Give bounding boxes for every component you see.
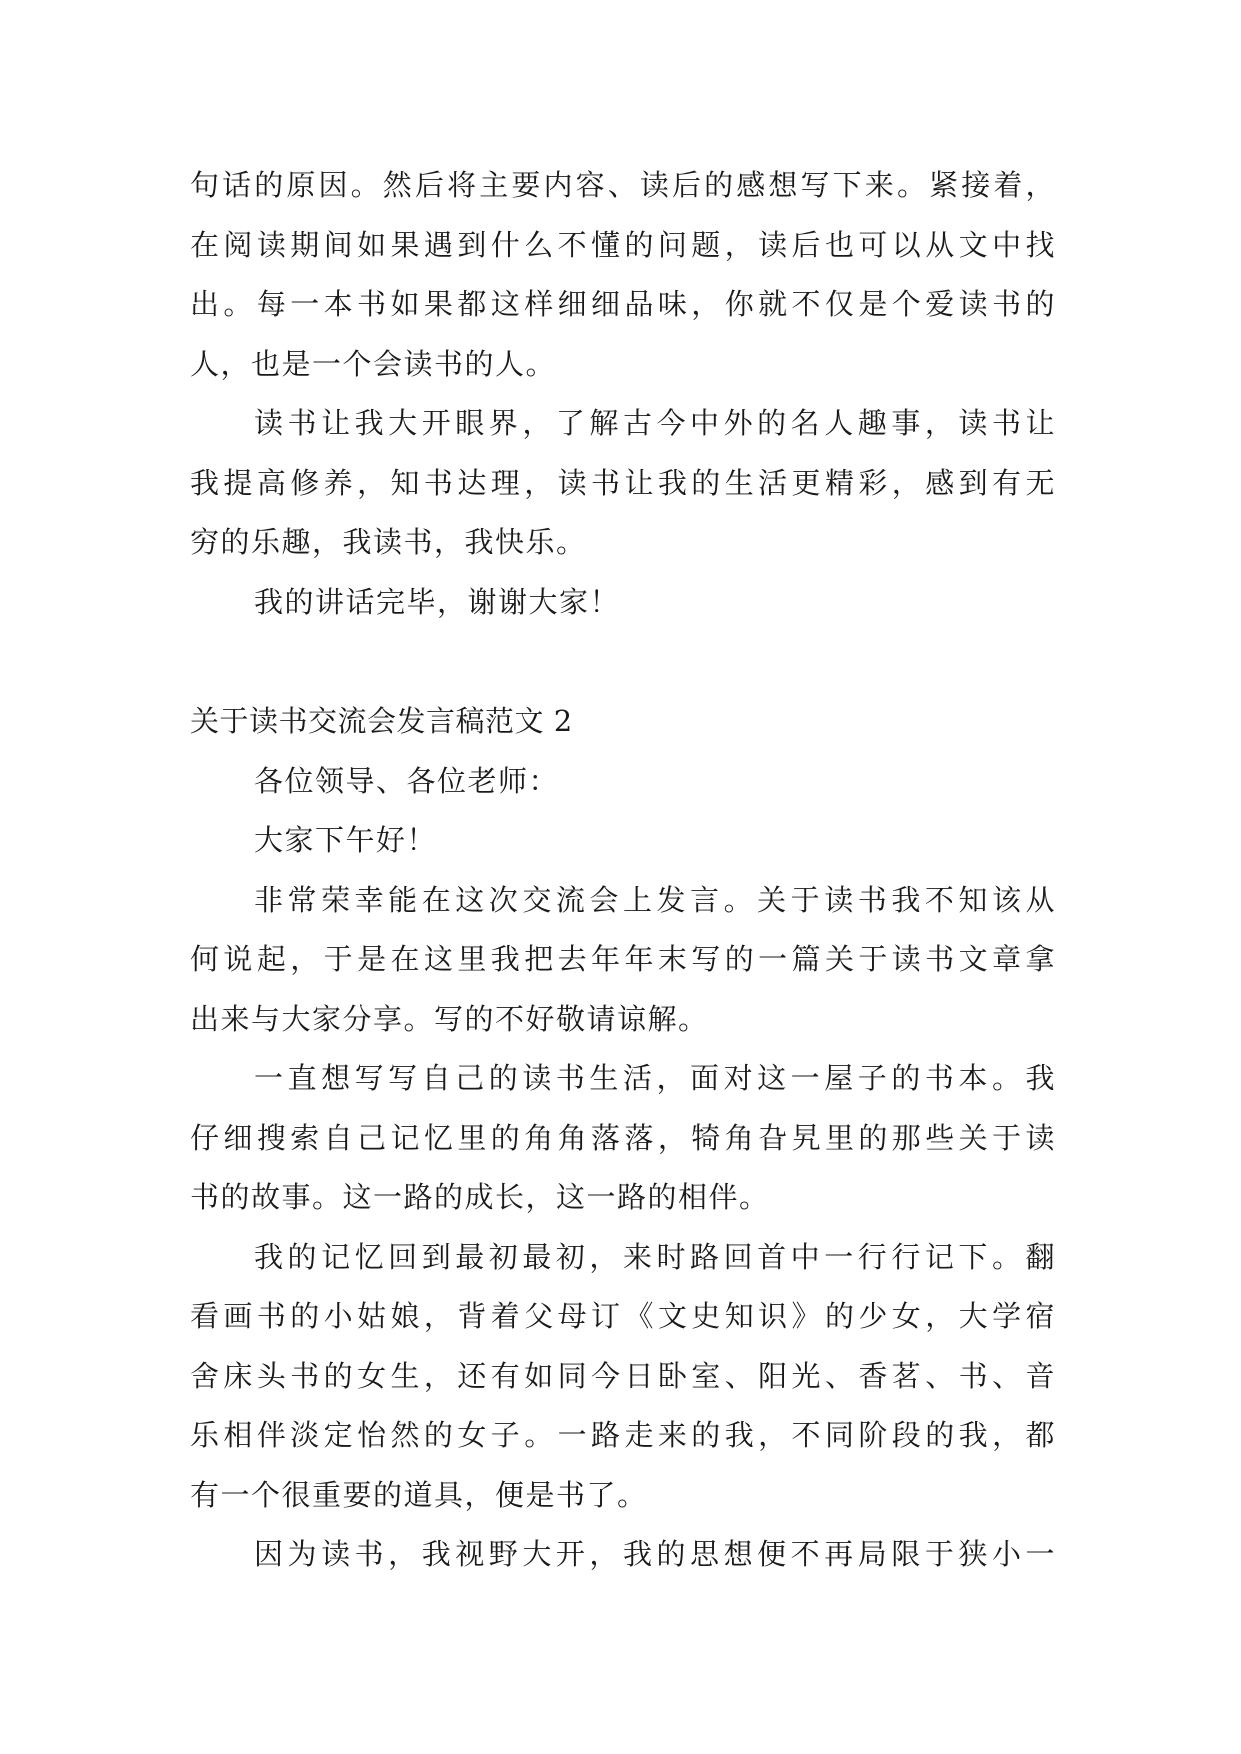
paragraph (190, 1228, 1056, 1526)
text-line: 大家下午好！ (254, 823, 438, 857)
text-line: 在阅读期间如果遇到什么不懂的问题，读后也可以从文中找 (190, 227, 1056, 262)
text-line: 读书让我大开眼界，了解古今中外的名人趣事，读书让 (254, 406, 1056, 440)
section-title: 关于读书交流会发言稿范文 2 (190, 704, 573, 738)
paragraph (190, 752, 1056, 812)
text-line: 出来与大家分享。写的不好敬请谅解。 (190, 1001, 709, 1036)
paragraph (190, 1525, 1056, 1585)
text-line: 仔细搜索自己记忆里的角角落落，犄角旮旯里的那些关于读 (190, 1120, 1056, 1155)
text-line: 各位领导、各位老师： (254, 763, 560, 798)
paragraph (190, 156, 1056, 394)
text-line: 人，也是一个会读书的人。 (190, 346, 557, 381)
text-line: 一直想写写自己的读书生活，面对这一屋子的书本。我 (254, 1061, 1056, 1095)
text-line: 舍床头书的女生，还有如同今日卧室、阳光、香茗、书、音 (190, 1358, 1056, 1393)
paragraph (190, 811, 1056, 871)
text-line: 我提高修养，知书达理，读书让我的生活更精彩，感到有无 (190, 465, 1056, 500)
paragraph (190, 871, 1056, 1050)
text-line: 非常荣幸能在这次交流会上发言。关于读书我不知该从 (254, 882, 1056, 917)
text-line: 因为读书，我视野大开，我的思想便不再局限于狭小一 (254, 1537, 1056, 1571)
paragraph (190, 573, 1056, 633)
text-line: 出。每一本书如果都这样细细品味，你就不仅是个爱读书的 (190, 287, 1056, 321)
paragraph (190, 1049, 1056, 1228)
text-line: 我的讲话完毕，谢谢大家！ (254, 584, 621, 619)
text-line: 乐相伴淡定怡然的女子。一路走来的我，不同阶段的我，都 (190, 1418, 1056, 1452)
text-line: 看画书的小姑娘，背着父母订《文史知识》的少女，大学宿 (190, 1299, 1056, 1333)
text-line: 我的记忆回到最初最初，来时路回首中一行行记下。翻 (254, 1239, 1056, 1274)
paragraph (190, 394, 1056, 573)
document-body (190, 156, 1056, 1585)
text-line: 书的故事。这一路的成长，这一路的相伴。 (190, 1180, 770, 1214)
text-line: 何说起，于是在这里我把去年年末写的一篇关于读书文章拿 (190, 942, 1056, 976)
text-line: 句话的原因。然后将主要内容、读后的感想写下来。紧接着， (190, 168, 1056, 202)
text-line: 有一个很重要的道具，便是书了。 (190, 1477, 648, 1512)
text-line: 穷的乐趣，我读书，我快乐。 (190, 525, 587, 559)
